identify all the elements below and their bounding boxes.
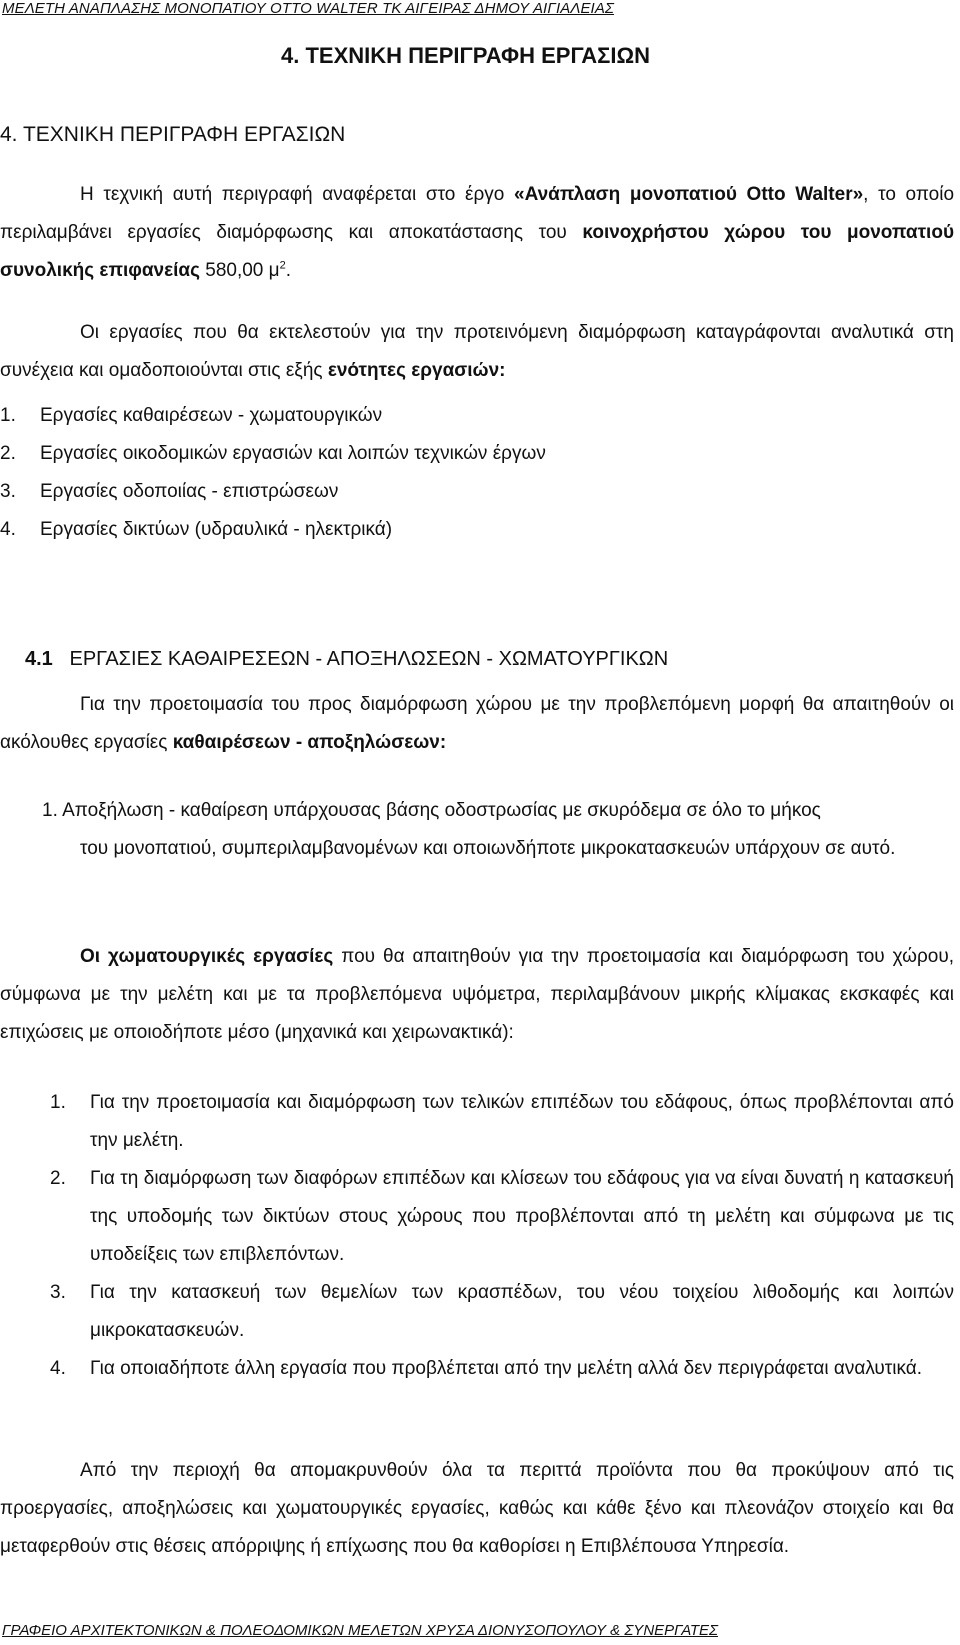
earthworks-intro-text: που θα απαιτηθούν για την προετοιμασία και διαμόρφωση του χώρου, σύμφωνα με την μελέτη και με τα προβλεπόμενα υψόμετρα, περιλαμβάνουν μικρής κλίμακας εκσκαφές και επιχώσεις με οποιοδήποτε μέσο (μηχανικά και χειρωνακτικά): — [0, 946, 954, 1043]
work-groups-list — [0, 397, 546, 549]
list-item — [0, 1084, 954, 1160]
earthworks-list — [0, 1084, 954, 1388]
closing-paragraph — [0, 1452, 954, 1566]
list-item-number: 1. — [0, 405, 16, 426]
list-item — [0, 1160, 954, 1274]
earthworks-intro — [0, 938, 954, 1052]
subsection-heading — [25, 648, 668, 671]
work-groups-intro — [0, 314, 954, 390]
list-item — [0, 1274, 954, 1350]
earthworks-label: Οι χωματουργικές εργασίες — [80, 946, 334, 967]
list-item-label: Εργασίες οδοποιίας - επιστρώσεων — [40, 481, 339, 502]
demolition-intro — [0, 686, 954, 762]
demolition-intro-text: Για την προετοιμασία του προς διαμόρφωση χώρου με την προβλεπόμενη μορφή θα απαιτηθούν οι ακόλουθες εργασίες — [0, 694, 954, 753]
running-footer: ΓΡΑΦΕΙΟ ΑΡΧΙΤΕΚΤΟΝΙΚΩΝ & ΠΟΛΕΟΔΟΜΙΚΩΝ ΜΕΛΕΤΩΝ ΧΡΥΣΑ ΔΙΟΝΥΣΟΠΟΥΛΟΥ & ΣΥΝΕΡΓΑΤΕΣ — [2, 1622, 718, 1639]
demolition-item-text-rest: του μονοπατιού, συμπεριλαμβανομένων και οποιωνδήποτε μικροκατασκευών υπάρχουν σε αυτό. — [80, 838, 896, 859]
list-item — [0, 435, 546, 473]
list-item-label: Εργασίες οικοδομικών εργασιών και λοιπών τεχνικών έργων — [40, 443, 546, 464]
section-heading: 4. ΤΕΧΝΙΚΗ ΠΕΡΙΓΡΑΦΗ ΕΡΓΑΣΙΩΝ — [0, 123, 346, 146]
running-header: ΜΕΛΕΤΗ ΑΝΑΠΛΑΣΗΣ ΜΟΝΟΠΑΤΙΟΥ OTTO WALTER ΤΚ ΑΙΓΕΙΡΑΣ ΔΗΜΟΥ ΑΙΓΙΑΛΕΙΑΣ — [2, 0, 615, 17]
demolition-item-number: 1. — [42, 800, 58, 821]
list-item — [0, 511, 546, 549]
intro-text-a: Η τεχνική αυτή περιγραφή αναφέρεται στο έργο — [80, 184, 514, 205]
intro-text-b: , το οποίο περιλαμβάνει εργασίες διαμόρφωσης και αποκατάστασης του — [0, 184, 955, 243]
subsection-number: 4.1 — [25, 648, 53, 670]
list-item-label: Εργασίες δικτύων (υδραυλικά - ηλεκτρικά) — [40, 519, 393, 540]
list-item-number: 3. — [0, 481, 16, 502]
page-title: 4. ΤΕΧΝΙΚΗ ΠΕΡΙΓΡΑΦΗ ΕΡΓΑΣΙΩΝ — [281, 43, 651, 68]
list-item-number: 2. — [50, 1168, 66, 1189]
list-item — [0, 1350, 954, 1388]
list-item — [0, 397, 546, 435]
area-unit-exponent: 2 — [279, 259, 286, 272]
list-item-text: Για τη διαμόρφωση των διαφόρων επιπέδων και κλίσεων του εδάφους για να είναι δυνατή η κατασκευή της υποδομής των δικτύων στους χώρους που προβλέπονται από τη μελέτη και σύμφωνα με τις υποδείξεις των επιβλεπόντων. — [90, 1168, 954, 1265]
intro-paragraph — [0, 176, 954, 290]
demolition-item-text-first: Αποξήλωση - καθαίρεση υπάρχουσας βάσης οδοστρωσίας με σκυρόδεμα σε όλο το μήκος — [62, 800, 821, 821]
intro-end: . — [285, 260, 292, 281]
list-item-text: Για την προετοιμασία και διαμόρφωση των τελικών επιπέδων του εδάφους, όπως προβλέπονται από την μελέτη. — [90, 1092, 954, 1151]
common-area-label: κοινοχρήστου χώρου του μονοπατιού συνολικής επιφανείας — [0, 222, 955, 281]
list-item — [0, 473, 546, 511]
work-groups-label: ενότητες εργασιών: — [327, 360, 506, 381]
list-item-number: 1. — [50, 1092, 66, 1113]
list-item-number: 4. — [50, 1358, 66, 1379]
list-item-number: 4. — [0, 519, 16, 540]
project-name: «Ανάπλαση μονοπατιού Otto Walter» — [514, 184, 864, 205]
work-groups-intro-text: Οι εργασίες που θα εκτελεστούν για την προτεινόμενη διαμόρφωση καταγράφονται αναλυτικά στη συνέχεια και ομαδοποιούνται στις εξής — [0, 322, 954, 381]
closing-text: Από την περιοχή θα απομακρυνθούν όλα τα περιττά προϊόντα που θα προκύψουν από τις προεργασίες, αποξηλώσεις και χωματουργικές εργασίες, καθώς και κάθε ξένο και πλεονάζον στοιχείο και θα μεταφερθούν στις θέσεις απόρριψης ή επίχωσης που θα καθορίσει η Επιβλέπουσα Υπηρεσία. — [0, 1460, 954, 1557]
list-item-number: 2. — [0, 443, 16, 464]
list-item-number: 3. — [50, 1282, 66, 1303]
subsection-title: ΕΡΓΑΣΙΕΣ ΚΑΘΑΙΡΕΣΕΩΝ - ΑΠΟΞΗΛΩΣΕΩΝ - ΧΩΜΑΤΟΥΡΓΙΚΩΝ — [69, 648, 669, 670]
list-item-text: Για οποιαδήποτε άλλη εργασία που προβλέπεται από την μελέτη αλλά δεν περιγράφεται αναλυτικά. — [90, 1358, 923, 1379]
demolition-item — [42, 792, 954, 868]
demolition-label: καθαιρέσεων - αποξηλώσεων: — [172, 732, 447, 753]
list-item-text: Για την κατασκευή των θεμελίων των κρασπέδων, του νέου τοιχείου λιθοδομής και λοιπών μικροκατασκευών. — [90, 1282, 954, 1341]
area-value: 580,00 μ — [199, 260, 280, 281]
list-item-label: Εργασίες καθαιρέσεων - χωματουργικών — [40, 405, 383, 426]
